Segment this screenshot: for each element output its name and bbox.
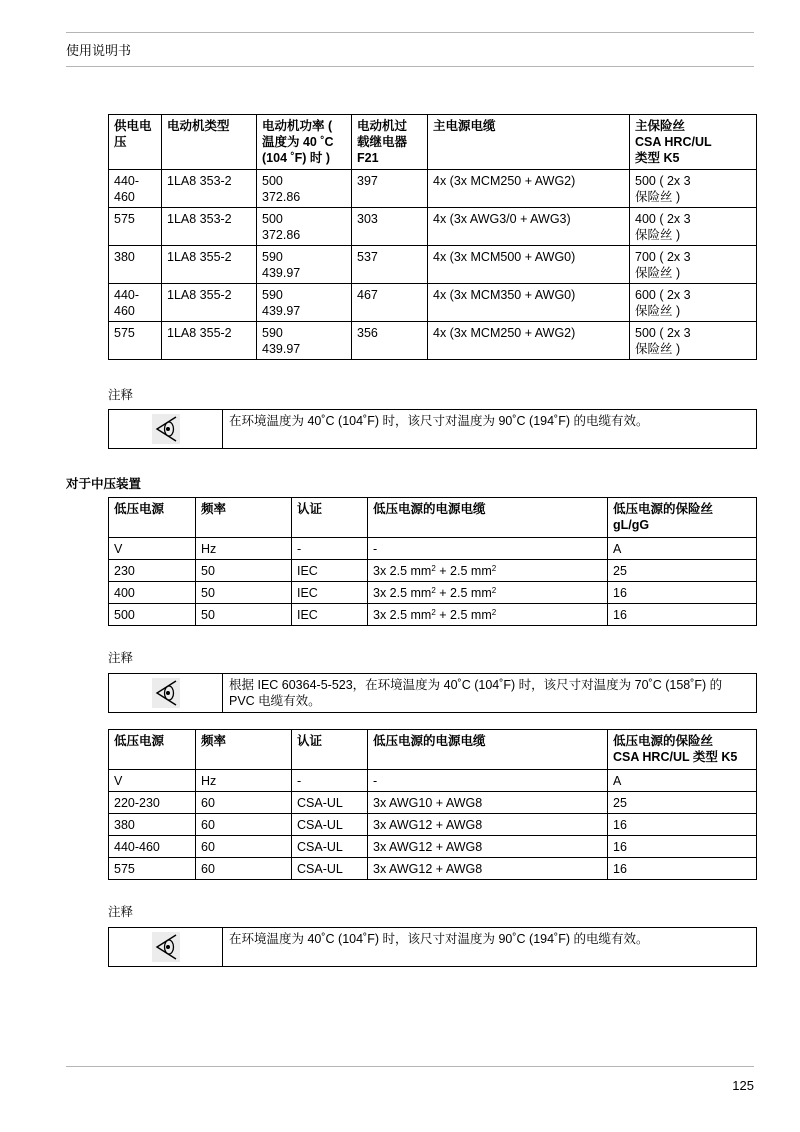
table-cell: 590 439.97 <box>257 246 352 284</box>
table-cell: IEC <box>292 604 368 626</box>
col-header-lv-cable: 低压电源的电源电缆 <box>368 498 608 538</box>
col-header-lv-supply: 低压电源 <box>109 730 196 770</box>
unit-cell: A <box>608 538 757 560</box>
eye-icon <box>152 678 180 708</box>
note-label: 注释 <box>108 651 134 665</box>
table-header-row <box>109 498 757 538</box>
table-cell: 3x 2.5 $mm^2 + 2.5$ $mm^2$ <box>368 604 608 626</box>
table-cell: 440- 460 <box>109 170 162 208</box>
table-cell: 440- 460 <box>109 284 162 322</box>
page-number: 125 <box>732 1078 754 1093</box>
eye-icon <box>152 414 180 444</box>
table-cell: 60 <box>196 814 292 836</box>
units-row <box>109 770 757 792</box>
table-cell: 1LA8 353-2 <box>162 208 257 246</box>
table-cell: 356 <box>352 322 428 360</box>
note-box <box>108 927 757 967</box>
table-cell: 4x (3x AWG3/0 + AWG3) <box>428 208 630 246</box>
table-cell: 60 <box>196 792 292 814</box>
table-cell: 220-230 <box>109 792 196 814</box>
table-cell: 50 <box>196 560 292 582</box>
table-row <box>109 560 757 582</box>
table-cell: 16 <box>608 858 757 880</box>
table-row <box>109 284 757 322</box>
footer-rule <box>66 1066 754 1067</box>
table-cell: 380 <box>109 814 196 836</box>
col-header-lv-fuse: 低压电源的保险丝 CSA HRC/UL 类型 K5 <box>608 730 757 770</box>
col-header-frequency: 频率 <box>196 730 292 770</box>
header-top-rule <box>66 32 754 33</box>
mv-csa-table <box>108 729 757 880</box>
table-cell: 60 <box>196 836 292 858</box>
table-cell: 1LA8 353-2 <box>162 170 257 208</box>
table-cell: 575 <box>109 322 162 360</box>
table-row <box>109 170 757 208</box>
table-cell: 16 <box>608 604 757 626</box>
table-cell: 1LA8 355-2 <box>162 322 257 360</box>
table-cell: CSA-UL <box>292 836 368 858</box>
units-row <box>109 538 757 560</box>
table-cell: 3x 2.5 $mm^2 + 2.5$ $mm^2$ <box>368 560 608 582</box>
note-label: 注释 <box>108 388 134 402</box>
col-header-lv-supply: 低压电源 <box>109 498 196 538</box>
table-cell: 50 <box>196 582 292 604</box>
col-header-certification: 认证 <box>292 498 368 538</box>
note-box <box>108 409 757 449</box>
table-cell: 590 439.97 <box>257 322 352 360</box>
table-cell: 4x (3x MCM250 + AWG2) <box>428 170 630 208</box>
unit-cell: - <box>368 538 608 560</box>
col-header-motor-type: 电动机类型 <box>162 115 257 170</box>
table-row <box>109 792 757 814</box>
table-row <box>109 814 757 836</box>
table-cell: 575 <box>109 208 162 246</box>
header-bottom-rule <box>66 66 754 67</box>
table-header-row <box>109 730 757 770</box>
table-cell: 16 <box>608 814 757 836</box>
table-cell: 25 <box>608 792 757 814</box>
note-text: 在环境温度为 40˚C (104˚F) 时，该尺寸对温度为 90˚C (194˚F) 的电缆有效。 <box>229 932 649 946</box>
table-cell: 3x AWG12 + AWG8 <box>368 858 608 880</box>
note-text: 在环境温度为 40˚C (104˚F) 时，该尺寸对温度为 90˚C (194˚F) 的电缆有效。 <box>229 414 649 428</box>
unit-cell: Hz <box>196 538 292 560</box>
table-cell: 1LA8 355-2 <box>162 246 257 284</box>
table-cell: CSA-UL <box>292 814 368 836</box>
table-cell: 3x AWG12 + AWG8 <box>368 836 608 858</box>
table-row <box>109 604 757 626</box>
table-cell: CSA-UL <box>292 792 368 814</box>
table-row <box>109 836 757 858</box>
table-cell: 500 372.86 <box>257 208 352 246</box>
table-row <box>109 858 757 880</box>
note-icon-cell <box>109 410 223 448</box>
col-header-motor-power: 电动机功率 ( 温度为 40 ˚C (104 ˚F) 时 ) <box>257 115 352 170</box>
table-header-row <box>109 115 757 170</box>
section-title: 对于中压装置 <box>66 477 142 491</box>
table-cell: 4x (3x MCM350 + AWG0) <box>428 284 630 322</box>
table-cell: 575 <box>109 858 196 880</box>
col-header-main-cable: 主电源电缆 <box>428 115 630 170</box>
table-cell: 700 ( 2x 3 保险丝 ) <box>630 246 757 284</box>
note-icon-cell <box>109 674 223 712</box>
col-header-main-fuse: 主保险丝 CSA HRC/UL 类型 K5 <box>630 115 757 170</box>
table-cell: 500 ( 2x 3 保险丝 ) <box>630 322 757 360</box>
note-icon-cell <box>109 928 223 966</box>
table-cell: 500 ( 2x 3 保险丝 ) <box>630 170 757 208</box>
manual-title: 使用说明书 <box>66 43 132 58</box>
unit-cell: V <box>109 770 196 792</box>
table-cell: 16 <box>608 582 757 604</box>
col-header-lv-cable: 低压电源的电源电缆 <box>368 730 608 770</box>
table-cell: 25 <box>608 560 757 582</box>
table-cell: 230 <box>109 560 196 582</box>
unit-cell: A <box>608 770 757 792</box>
table-cell: 4x (3x MCM250 + AWG2) <box>428 322 630 360</box>
mv-iec-table <box>108 497 757 626</box>
col-header-frequency: 频率 <box>196 498 292 538</box>
table-cell: 467 <box>352 284 428 322</box>
table-cell: 3x 2.5 $mm^2 + 2.5$ $mm^2$ <box>368 582 608 604</box>
table-cell: 4x (3x MCM500 + AWG0) <box>428 246 630 284</box>
unit-cell: - <box>292 770 368 792</box>
table-row <box>109 322 757 360</box>
table-cell: 3x AWG12 + AWG8 <box>368 814 608 836</box>
note-text: 根据 IEC 60364-5-523，在环境温度为 40˚C (104˚F) 时，该尺寸对温度为 70˚C (158˚F) 的 PVC 电缆有效。 <box>229 678 723 708</box>
unit-cell: V <box>109 538 196 560</box>
table-cell: 440-460 <box>109 836 196 858</box>
unit-cell: Hz <box>196 770 292 792</box>
table-cell: 16 <box>608 836 757 858</box>
table-cell: 1LA8 355-2 <box>162 284 257 322</box>
table-cell: 50 <box>196 604 292 626</box>
col-header-supply-voltage: 供电电 压 <box>109 115 162 170</box>
table-cell: 500 <box>109 604 196 626</box>
table-row <box>109 246 757 284</box>
unit-cell: - <box>292 538 368 560</box>
table-cell: IEC <box>292 582 368 604</box>
table-cell: 400 <box>109 582 196 604</box>
eye-icon <box>152 932 180 962</box>
table-cell: 380 <box>109 246 162 284</box>
table-cell: 303 <box>352 208 428 246</box>
table-cell: CSA-UL <box>292 858 368 880</box>
table-cell: 590 439.97 <box>257 284 352 322</box>
table-cell: 600 ( 2x 3 保险丝 ) <box>630 284 757 322</box>
motor-cable-table <box>108 114 757 360</box>
col-header-lv-fuse: 低压电源的保险丝 gL/gG <box>608 498 757 538</box>
table-cell: 400 ( 2x 3 保险丝 ) <box>630 208 757 246</box>
note-label: 注释 <box>108 905 134 919</box>
table-cell: 537 <box>352 246 428 284</box>
table-cell: IEC <box>292 560 368 582</box>
note-box <box>108 673 757 713</box>
unit-cell: - <box>368 770 608 792</box>
table-cell: 397 <box>352 170 428 208</box>
table-cell: 3x AWG10 + AWG8 <box>368 792 608 814</box>
table-row <box>109 582 757 604</box>
table-cell: 60 <box>196 858 292 880</box>
table-row <box>109 208 757 246</box>
col-header-overload-relay: 电动机过 载继电器 F21 <box>352 115 428 170</box>
col-header-certification: 认证 <box>292 730 368 770</box>
table-cell: 500 372.86 <box>257 170 352 208</box>
